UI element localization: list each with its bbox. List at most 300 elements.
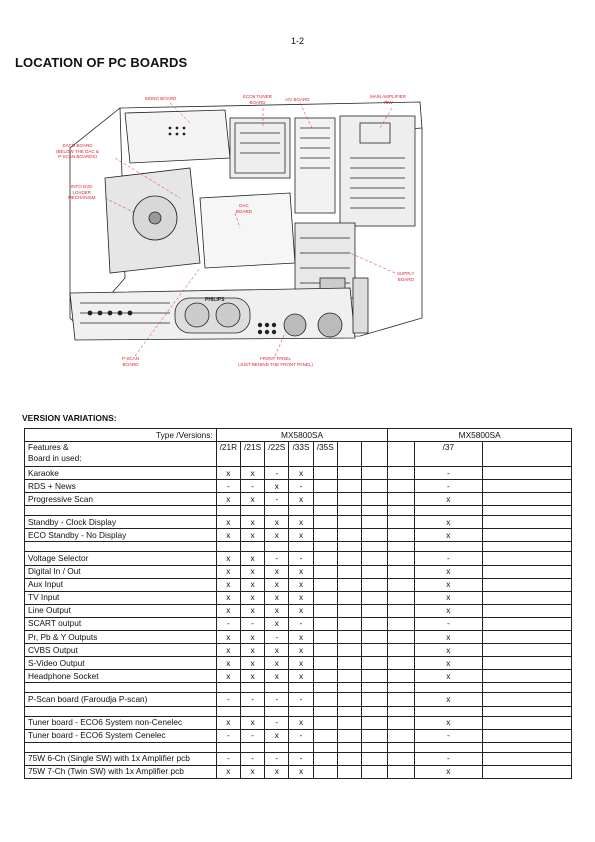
empty-cell: [388, 706, 414, 716]
table-row: [25, 578, 572, 591]
availability-cell: [483, 565, 572, 578]
empty-cell: [289, 683, 313, 693]
availability-cell: x: [265, 591, 289, 604]
callout-pscan-board: P-SCAN BOARD: [122, 356, 140, 367]
availability-cell: [388, 657, 414, 670]
availability-cell: -: [216, 693, 240, 706]
availability-cell: [313, 604, 337, 617]
availability-cell: x: [414, 644, 483, 657]
availability-cell: -: [240, 617, 264, 630]
availability-cell: x: [414, 631, 483, 644]
availability-cell: [313, 644, 337, 657]
availability-cell: [388, 617, 414, 630]
empty-cell: [388, 683, 414, 693]
availability-cell: [313, 670, 337, 683]
empty-cell: [337, 683, 361, 693]
availability-cell: -: [216, 617, 240, 630]
availability-cell: x: [265, 529, 289, 542]
availability-cell: -: [265, 631, 289, 644]
availability-cell: [483, 552, 572, 565]
availability-cell: x: [289, 529, 313, 542]
availability-cell: x: [265, 480, 289, 493]
availability-cell: [362, 591, 388, 604]
table-row: [25, 693, 572, 706]
availability-cell: x: [289, 604, 313, 617]
empty-cell: [216, 542, 240, 552]
availability-cell: -: [289, 752, 313, 765]
availability-cell: x: [216, 493, 240, 506]
availability-cell: [337, 693, 361, 706]
availability-cell: [362, 516, 388, 529]
availability-cell: x: [240, 516, 264, 529]
feature-label: Digital In / Out: [25, 565, 217, 578]
empty-cell: [337, 542, 361, 552]
availability-cell: -: [265, 467, 289, 480]
availability-cell: -: [414, 617, 483, 630]
availability-cell: [337, 565, 361, 578]
feature-label: 75W 7-Ch (Twin SW) with 1x Amplifier pcb: [25, 765, 217, 778]
availability-cell: [313, 565, 337, 578]
feature-label: Tuner board - ECO6 System non-Cenelec: [25, 716, 217, 729]
availability-cell: [483, 670, 572, 683]
availability-cell: -: [240, 729, 264, 742]
availability-cell: x: [216, 578, 240, 591]
availability-cell: [313, 493, 337, 506]
version-variations-table: [24, 428, 572, 779]
availability-cell: x: [240, 604, 264, 617]
empty-cell: [25, 683, 217, 693]
availability-cell: [388, 644, 414, 657]
availability-cell: [388, 631, 414, 644]
empty-cell: [313, 542, 337, 552]
empty-cell: [414, 683, 483, 693]
availability-cell: [388, 467, 414, 480]
availability-cell: x: [289, 591, 313, 604]
callout-av-board: A/V BOARD: [285, 97, 310, 102]
availability-cell: x: [265, 729, 289, 742]
availability-cell: x: [414, 604, 483, 617]
availability-cell: x: [265, 657, 289, 670]
availability-cell: x: [216, 591, 240, 604]
availability-cell: [388, 716, 414, 729]
feature-label: RDS + News: [25, 480, 217, 493]
availability-cell: [337, 657, 361, 670]
availability-cell: [362, 552, 388, 565]
spacer-row: [25, 683, 572, 693]
availability-cell: [483, 729, 572, 742]
availability-cell: [337, 516, 361, 529]
availability-cell: x: [414, 516, 483, 529]
availability-cell: -: [414, 752, 483, 765]
empty-cell: [414, 506, 483, 516]
availability-cell: x: [240, 670, 264, 683]
feature-label: Tuner board - ECO6 System Cenelec: [25, 729, 217, 742]
availability-cell: -: [216, 729, 240, 742]
availability-cell: [337, 670, 361, 683]
callout-eco6-tuner-board: ECO6 TUNER BOARD: [243, 94, 272, 105]
table-row: [25, 529, 572, 542]
availability-cell: x: [414, 765, 483, 778]
availability-cell: [313, 467, 337, 480]
spacer-row: [25, 742, 572, 752]
table-row: [25, 765, 572, 778]
availability-cell: [313, 765, 337, 778]
empty-cell: [313, 683, 337, 693]
availability-cell: [388, 729, 414, 742]
availability-cell: [337, 591, 361, 604]
availability-cell: [388, 493, 414, 506]
callout-dacd-board: DACD BOARD (BELOW THE DAC & P-SCAN BOARDS): [56, 143, 99, 159]
availability-cell: -: [265, 693, 289, 706]
availability-cell: x: [265, 565, 289, 578]
availability-cell: [483, 604, 572, 617]
pcb-location-diagram: [50, 88, 550, 378]
empty-cell: [289, 506, 313, 516]
version-variations-title: VERSION VARIATIONS:: [22, 413, 117, 423]
empty-cell: [313, 742, 337, 752]
availability-cell: -: [414, 552, 483, 565]
availability-cell: x: [289, 578, 313, 591]
empty-cell: [265, 542, 289, 552]
availability-cell: x: [289, 516, 313, 529]
availability-cell: x: [216, 552, 240, 565]
availability-cell: [483, 467, 572, 480]
table-row: [25, 631, 572, 644]
features-header: [25, 442, 217, 467]
availability-cell: x: [289, 657, 313, 670]
features-label-1: Features &: [28, 442, 69, 452]
empty-cell: [414, 706, 483, 716]
availability-cell: x: [414, 670, 483, 683]
availability-cell: [483, 480, 572, 493]
availability-cell: x: [414, 565, 483, 578]
feature-label: ECO Standby - No Display: [25, 529, 217, 542]
availability-cell: [483, 716, 572, 729]
empty-cell: [362, 506, 388, 516]
availability-cell: x: [216, 631, 240, 644]
availability-cell: x: [240, 644, 264, 657]
feature-label: Pr, Pb & Y Outputs: [25, 631, 217, 644]
availability-cell: x: [216, 467, 240, 480]
table-row: [25, 617, 572, 630]
empty-cell: [414, 742, 483, 752]
availability-cell: [483, 693, 572, 706]
availability-cell: x: [289, 493, 313, 506]
availability-cell: [313, 516, 337, 529]
empty-cell: [265, 683, 289, 693]
availability-cell: [362, 578, 388, 591]
availability-cell: -: [414, 480, 483, 493]
availability-cell: x: [289, 631, 313, 644]
empty-cell: [337, 742, 361, 752]
empty-cell: [25, 506, 217, 516]
table-row: [25, 516, 572, 529]
table-row: [25, 657, 572, 670]
availability-cell: [313, 693, 337, 706]
availability-cell: [362, 657, 388, 670]
empty-cell: [483, 742, 572, 752]
table-row: [25, 552, 572, 565]
empty-cell: [388, 742, 414, 752]
availability-cell: [483, 529, 572, 542]
feature-label: Voltage Selector: [25, 552, 217, 565]
table-row: [25, 480, 572, 493]
availability-cell: -: [265, 716, 289, 729]
availability-cell: x: [414, 529, 483, 542]
availability-cell: x: [240, 493, 264, 506]
callout-dvd-loader: INTO DVD LOADER MECHANISM: [68, 184, 96, 200]
availability-cell: [337, 493, 361, 506]
availability-cell: -: [289, 693, 313, 706]
availability-cell: x: [216, 565, 240, 578]
availability-cell: [362, 765, 388, 778]
version-header-cell: /37: [414, 442, 483, 467]
availability-cell: [388, 480, 414, 493]
availability-cell: x: [265, 617, 289, 630]
availability-cell: [362, 493, 388, 506]
availability-cell: [388, 516, 414, 529]
version-header-cell: /35S: [313, 442, 337, 467]
availability-cell: x: [265, 604, 289, 617]
availability-cell: x: [265, 644, 289, 657]
spacer-row: [25, 706, 572, 716]
empty-cell: [216, 683, 240, 693]
feature-label: Karaoke: [25, 467, 217, 480]
availability-cell: [388, 529, 414, 542]
availability-cell: [388, 752, 414, 765]
availability-cell: [388, 693, 414, 706]
empty-cell: [240, 706, 264, 716]
feature-label: Line Output: [25, 604, 217, 617]
spacer-row: [25, 542, 572, 552]
availability-cell: [362, 604, 388, 617]
availability-cell: [337, 716, 361, 729]
model-b: MX5800SA: [388, 429, 572, 442]
empty-cell: [313, 506, 337, 516]
page-title: LOCATION OF PC BOARDS: [15, 55, 188, 70]
type-versions-label: Type /Versions:: [25, 429, 217, 442]
empty-cell: [388, 542, 414, 552]
availability-cell: -: [414, 729, 483, 742]
availability-cell: [362, 529, 388, 542]
availability-cell: [362, 565, 388, 578]
availability-cell: [313, 752, 337, 765]
availability-cell: [388, 604, 414, 617]
empty-cell: [362, 742, 388, 752]
availability-cell: [483, 765, 572, 778]
empty-cell: [240, 506, 264, 516]
availability-cell: [362, 480, 388, 493]
availability-cell: [483, 617, 572, 630]
version-header-cell: [362, 442, 388, 467]
availability-cell: [313, 552, 337, 565]
availability-cell: x: [216, 657, 240, 670]
table-row: [25, 752, 572, 765]
availability-cell: [313, 631, 337, 644]
availability-cell: x: [265, 670, 289, 683]
availability-cell: [313, 480, 337, 493]
availability-cell: [362, 752, 388, 765]
empty-cell: [25, 706, 217, 716]
version-header-cell: /33S: [289, 442, 313, 467]
version-header-cell: [337, 442, 361, 467]
feature-rows: [25, 467, 572, 779]
availability-cell: -: [216, 752, 240, 765]
availability-cell: [388, 765, 414, 778]
empty-cell: [216, 742, 240, 752]
availability-cell: [337, 552, 361, 565]
feature-label: P-Scan board (Faroudja P-scan): [25, 693, 217, 706]
availability-cell: -: [289, 617, 313, 630]
availability-cell: [313, 657, 337, 670]
empty-cell: [313, 706, 337, 716]
empty-cell: [483, 542, 572, 552]
empty-cell: [25, 542, 217, 552]
table-row: [25, 716, 572, 729]
empty-cell: [483, 506, 572, 516]
empty-cell: [362, 683, 388, 693]
availability-cell: [313, 529, 337, 542]
availability-cell: [362, 693, 388, 706]
availability-cell: x: [265, 765, 289, 778]
availability-cell: x: [240, 552, 264, 565]
empty-cell: [337, 506, 361, 516]
availability-cell: [388, 552, 414, 565]
availability-cell: x: [414, 693, 483, 706]
availability-cell: [337, 529, 361, 542]
empty-cell: [265, 742, 289, 752]
availability-cell: x: [265, 578, 289, 591]
empty-cell: [265, 706, 289, 716]
availability-cell: [483, 657, 572, 670]
availability-cell: x: [414, 716, 483, 729]
availability-cell: x: [216, 604, 240, 617]
empty-cell: [265, 506, 289, 516]
table-row: [25, 565, 572, 578]
table-row: [25, 604, 572, 617]
availability-cell: [337, 752, 361, 765]
availability-cell: [337, 467, 361, 480]
availability-cell: [362, 631, 388, 644]
features-label-2: Board in used:: [28, 453, 82, 463]
availability-cell: x: [240, 765, 264, 778]
availability-cell: [388, 591, 414, 604]
version-header-cell: [483, 442, 572, 467]
availability-cell: x: [414, 493, 483, 506]
feature-label: S-Video Output: [25, 657, 217, 670]
availability-cell: [362, 670, 388, 683]
feature-label: SCART output: [25, 617, 217, 630]
callout-front-panel: FRONT PANEL (JUST BEHIND THE FRONT PANEL): [238, 356, 313, 367]
feature-label: CVBS Output: [25, 644, 217, 657]
version-header-cell: /21R: [216, 442, 240, 467]
empty-cell: [216, 706, 240, 716]
table-row: [25, 493, 572, 506]
availability-cell: [362, 716, 388, 729]
brand-logo: PHILIPS: [205, 297, 225, 303]
availability-cell: x: [289, 467, 313, 480]
availability-cell: [313, 617, 337, 630]
callout-dac-board: DAC BOARD: [236, 203, 253, 214]
availability-cell: x: [216, 529, 240, 542]
availability-cell: [337, 765, 361, 778]
empty-cell: [289, 542, 313, 552]
spacer-row: [25, 506, 572, 516]
availability-cell: [483, 644, 572, 657]
availability-cell: [313, 716, 337, 729]
empty-cell: [362, 542, 388, 552]
empty-cell: [414, 542, 483, 552]
availability-cell: x: [414, 591, 483, 604]
version-header-cell: [388, 442, 414, 467]
callout-mono-board: MONO BOARD: [145, 96, 177, 101]
availability-cell: -: [240, 480, 264, 493]
availability-cell: [337, 604, 361, 617]
empty-cell: [483, 706, 572, 716]
availability-cell: x: [289, 670, 313, 683]
empty-cell: [216, 506, 240, 516]
availability-cell: [362, 617, 388, 630]
availability-cell: x: [414, 657, 483, 670]
table-row: [25, 591, 572, 604]
empty-cell: [240, 542, 264, 552]
table-row: [25, 670, 572, 683]
feature-label: Headphone Socket: [25, 670, 217, 683]
availability-cell: x: [240, 467, 264, 480]
availability-cell: [388, 565, 414, 578]
table-row: [25, 644, 572, 657]
availability-cell: x: [414, 578, 483, 591]
availability-cell: [313, 578, 337, 591]
availability-cell: [483, 578, 572, 591]
set-drawing: [50, 88, 550, 378]
availability-cell: -: [265, 493, 289, 506]
callout-supply-board: SUPPLY BOARD: [397, 271, 415, 282]
availability-cell: -: [289, 729, 313, 742]
availability-cell: x: [289, 565, 313, 578]
availability-cell: [337, 644, 361, 657]
availability-cell: [337, 480, 361, 493]
availability-cell: [483, 591, 572, 604]
availability-cell: [362, 644, 388, 657]
availability-cell: x: [240, 529, 264, 542]
table-row: [25, 467, 572, 480]
availability-cell: [483, 516, 572, 529]
availability-cell: -: [289, 480, 313, 493]
availability-cell: [337, 617, 361, 630]
availability-cell: x: [216, 670, 240, 683]
empty-cell: [388, 506, 414, 516]
feature-label: Progressive Scan: [25, 493, 217, 506]
availability-cell: -: [240, 693, 264, 706]
availability-cell: -: [414, 467, 483, 480]
version-header-cell: /22S: [265, 442, 289, 467]
empty-cell: [25, 742, 217, 752]
empty-cell: [240, 742, 264, 752]
availability-cell: [388, 670, 414, 683]
feature-label: TV Input: [25, 591, 217, 604]
availability-cell: x: [240, 591, 264, 604]
availability-cell: [362, 467, 388, 480]
availability-cell: x: [240, 657, 264, 670]
availability-cell: -: [265, 752, 289, 765]
availability-cell: x: [240, 631, 264, 644]
availability-cell: x: [289, 765, 313, 778]
model-a: MX5800SA: [216, 429, 388, 442]
availability-cell: [483, 493, 572, 506]
availability-cell: x: [216, 765, 240, 778]
availability-cell: [313, 591, 337, 604]
